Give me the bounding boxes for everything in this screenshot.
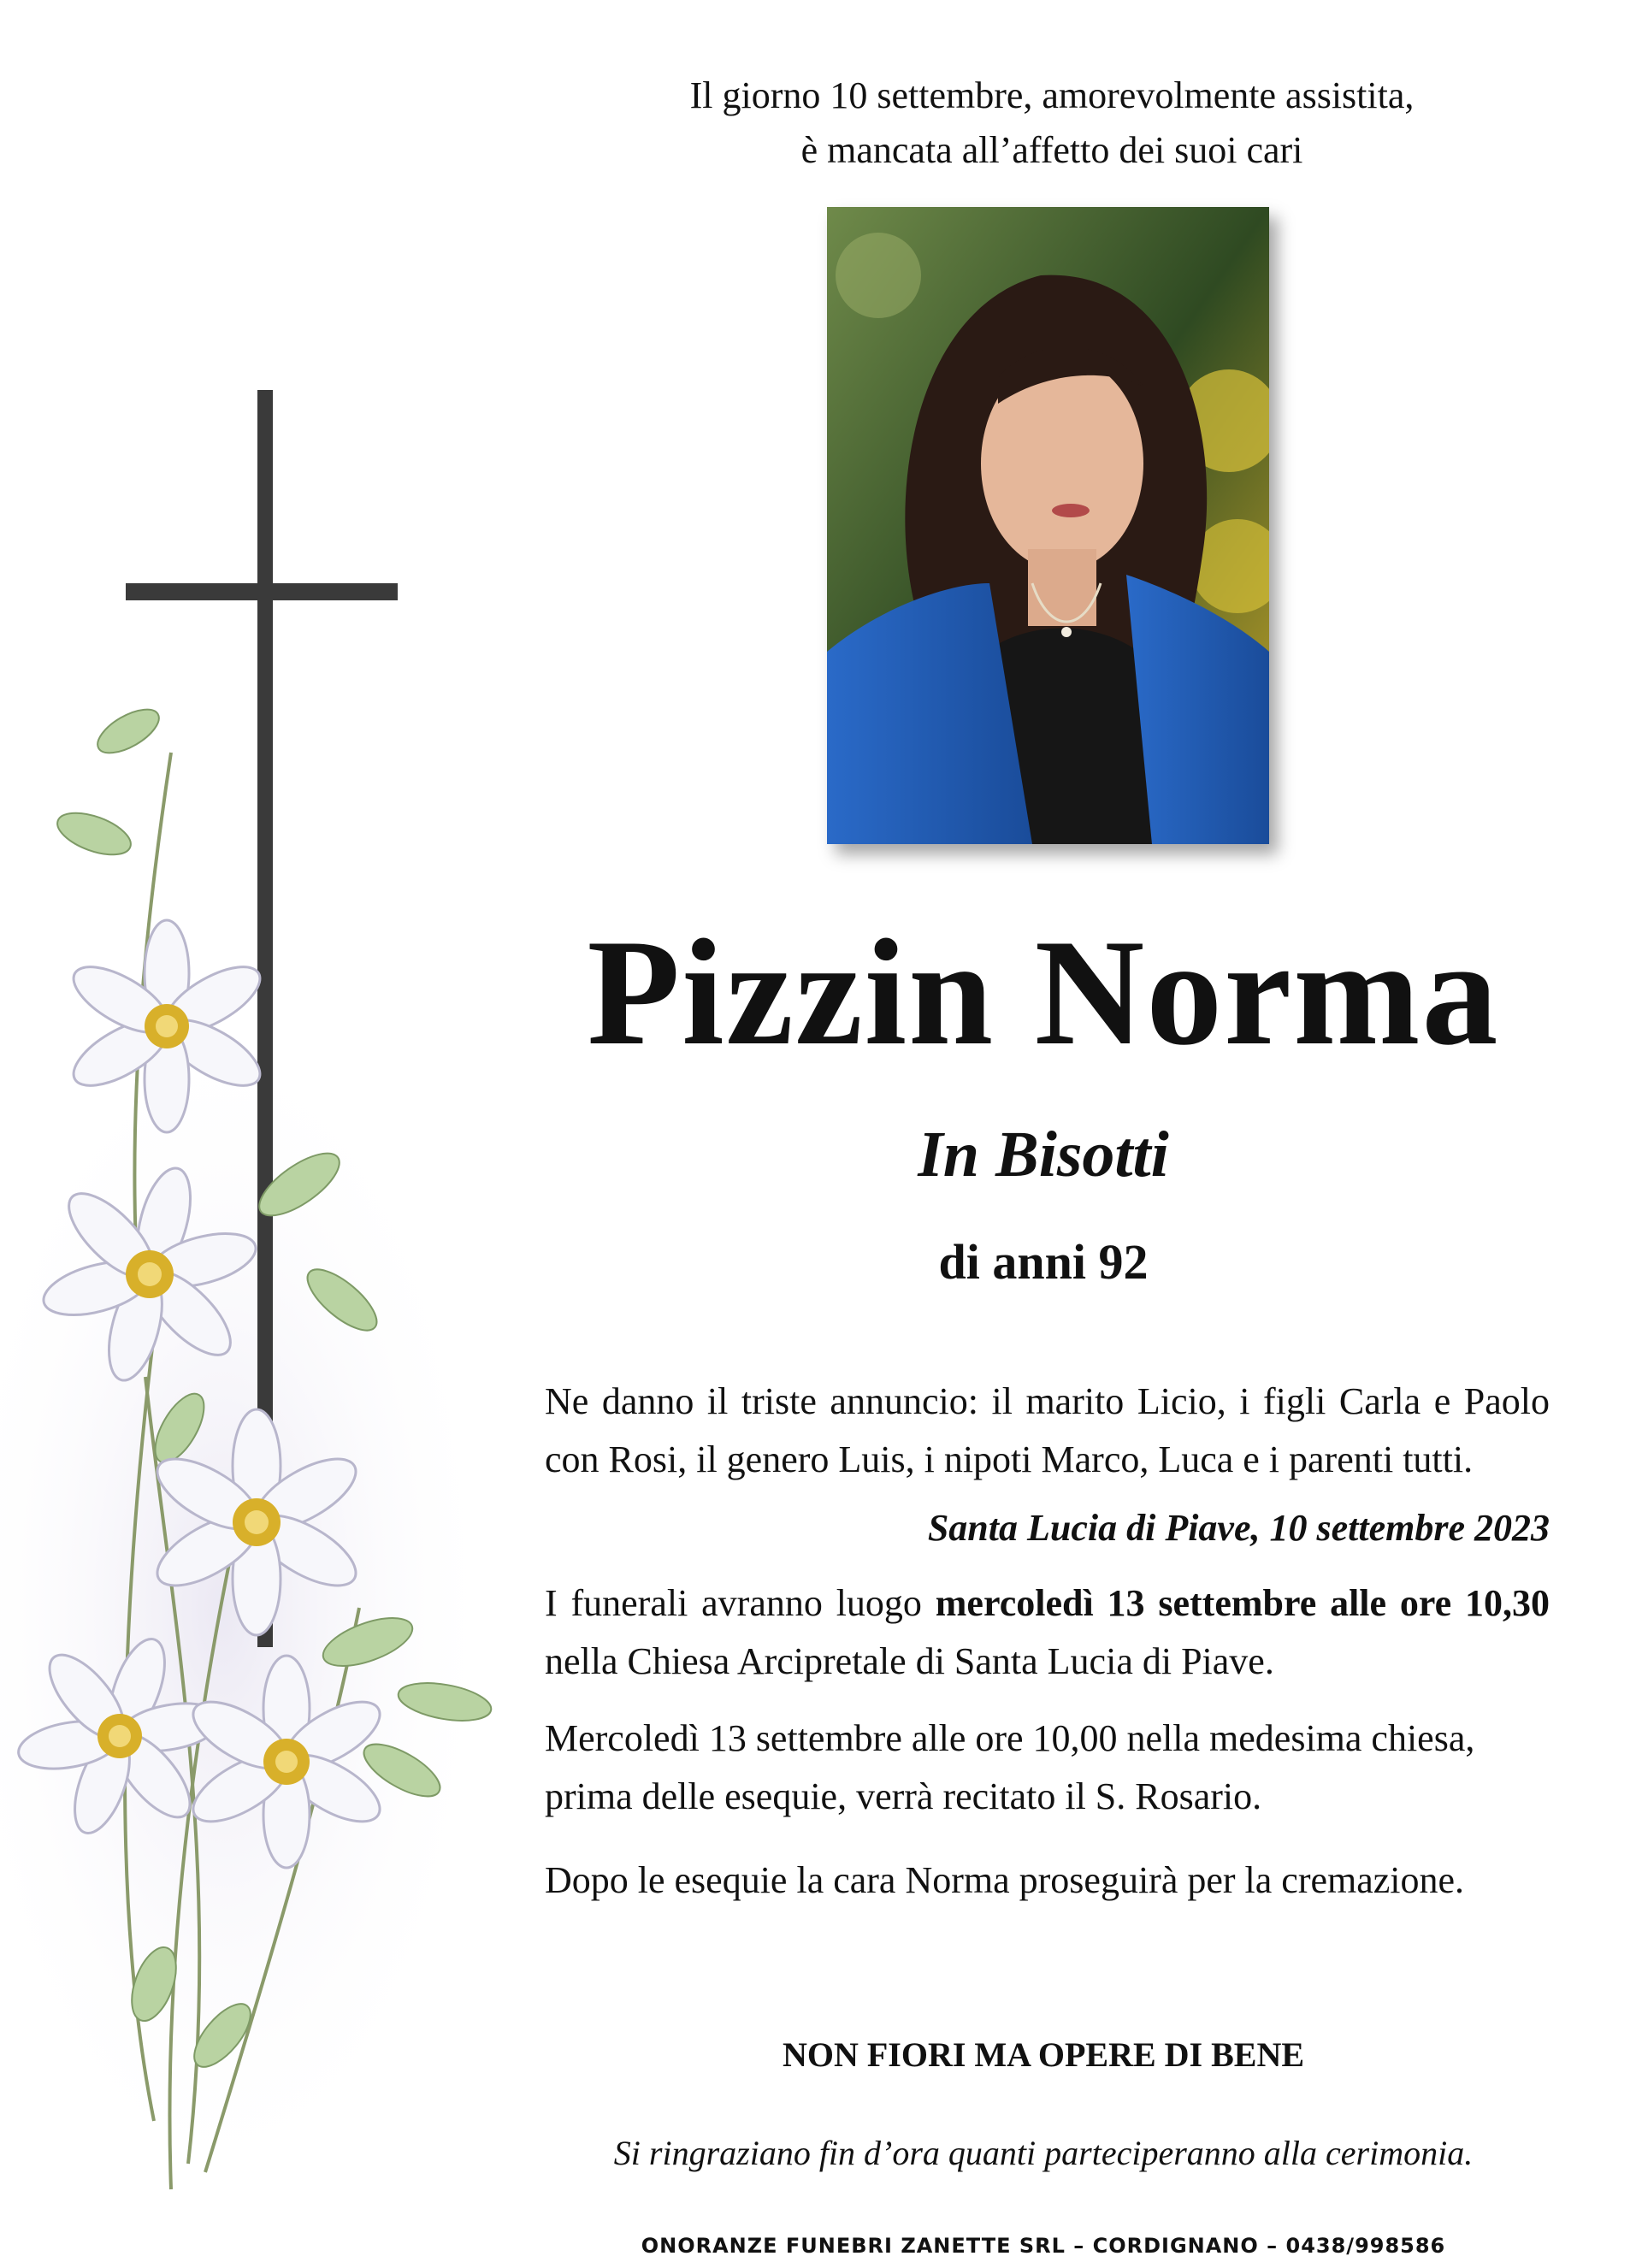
funeral-home-footer: ONORANZE FUNEBRI ZANETTE SRL – CORDIGNANO – 0438/998586: [641, 2234, 1446, 2258]
cross-and-flowers-decoration: [0, 325, 547, 2206]
place-date: Santa Lucia di Piave, 10 settembre 2023: [927, 1507, 1550, 1549]
portrait-photo: [827, 207, 1269, 844]
announcement-text: Ne danno il triste annuncio: il marito Licio, i figli Carla e Paolo con Rosi, il genero Luis, i nipoti Marco, Luca e i parenti tutti.: [545, 1380, 1550, 1480]
funeral-info: [545, 1574, 1550, 1691]
deceased-name: Pizzin Norma: [587, 907, 1500, 1077]
intro-line-2: è mancata all’affetto dei suoi cari: [800, 129, 1303, 171]
intro-text: [547, 68, 1556, 178]
rosary-info: Mercoledì 13 settembre alle ore 10,00 nella medesima chiesa, prima delle esequie, verrà recitato il S. Rosario.: [545, 1717, 1475, 1817]
cremation-info: Dopo le esequie la cara Norma proseguirà per la cremazione.: [545, 1859, 1465, 1901]
funeral-suffix: nella Chiesa Arcipretale di Santa Lucia di Piave.: [545, 1640, 1274, 1682]
thanks-text: Si ringraziano fin d’ora quanti parteciperanno alla cerimonia.: [613, 2134, 1474, 2172]
deceased-age: di anni 92: [938, 1234, 1149, 1290]
announcement-body: [545, 1373, 1550, 1910]
funeral-when: mercoledì 13 settembre alle ore 10,30: [935, 1582, 1550, 1624]
married-name: In Bisotti: [918, 1119, 1169, 1190]
funeral-prefix: I funerali avranno luogo: [545, 1582, 922, 1624]
intro-line-1: Il giorno 10 settembre, amorevolmente assistita,: [689, 74, 1415, 116]
no-flowers-notice: NON FIORI MA OPERE DI BENE: [782, 2035, 1305, 2074]
